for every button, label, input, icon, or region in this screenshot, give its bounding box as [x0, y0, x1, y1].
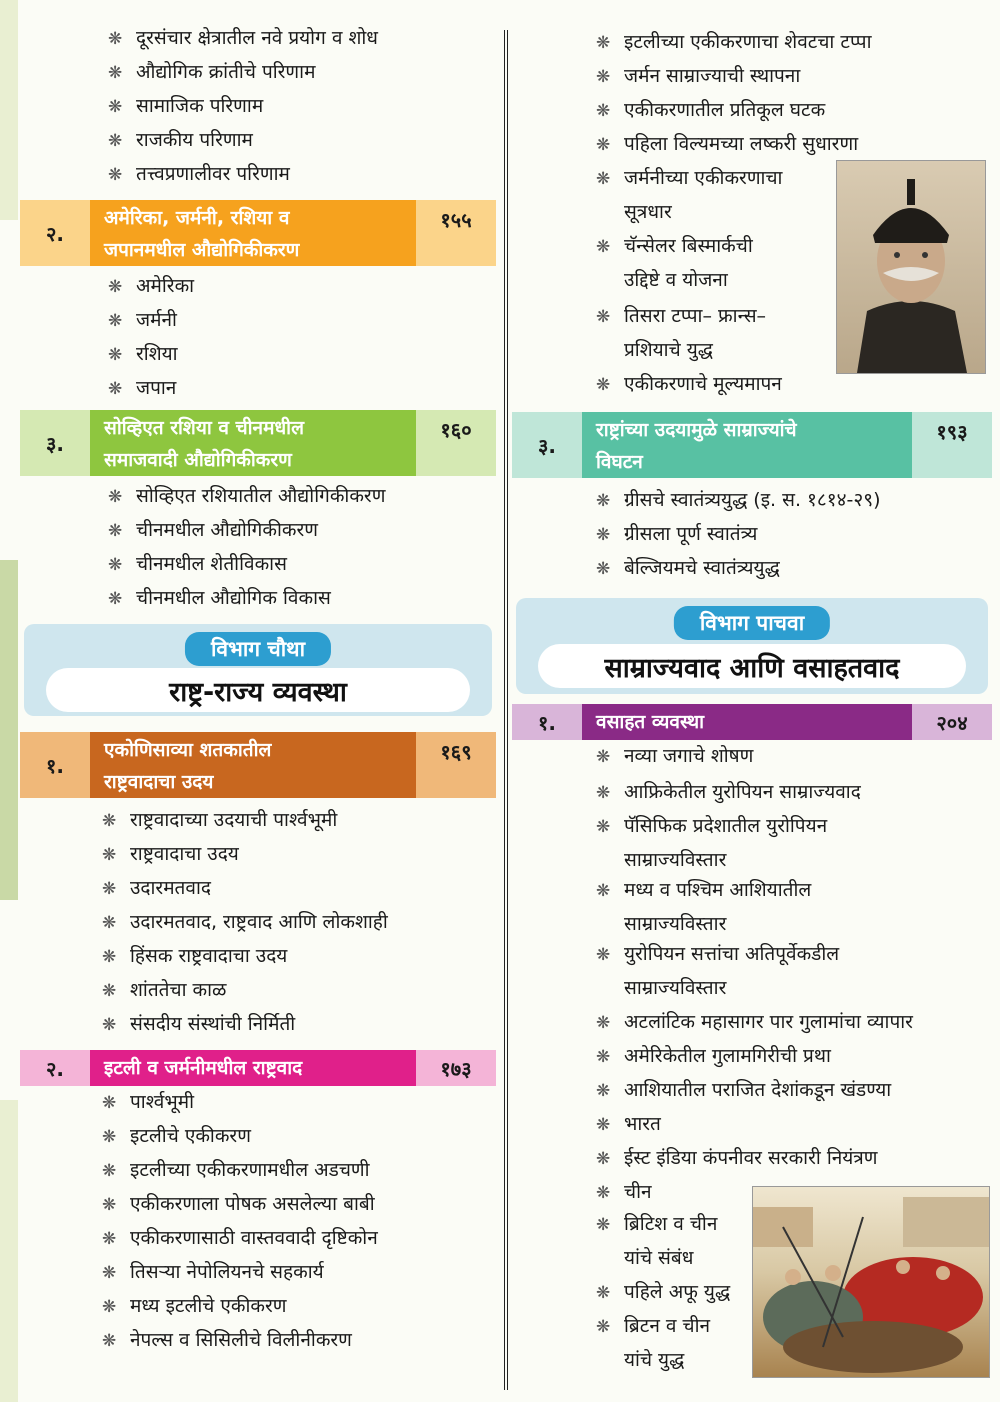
list-item: ❋ उदारमतवाद, राष्ट्रवाद आणि लोकशाही [102, 906, 388, 940]
list-item: ❋ चीनमधील औद्योगिकीकरण [108, 514, 318, 548]
bullet-icon: ❋ [108, 97, 123, 117]
bullet-icon: ❋ [102, 879, 117, 899]
list-item: ❋ सामाजिक परिणाम [108, 90, 263, 124]
bullet-icon: ❋ [102, 811, 117, 831]
bullet-icon: ❋ [596, 1183, 611, 1203]
bullet-icon: ❋ [596, 67, 611, 87]
list-item: ❋ जपान [108, 372, 176, 406]
list-item: ❋ राष्ट्रवादाचा उदय [102, 838, 239, 872]
bullet-icon: ❋ [108, 589, 123, 609]
list-item: ❋ हिंसक राष्ट्रवादाचा उदय [102, 940, 287, 974]
list-item: ❋ जर्मनीच्या एकीकरणाचा सूत्रधार [596, 162, 782, 229]
bullet-icon: ❋ [102, 1015, 117, 1035]
bullet-icon: ❋ [596, 491, 611, 511]
bullet-icon: ❋ [596, 1081, 611, 1101]
list-item: ❋ राजकीय परिणाम [108, 124, 253, 158]
bullet-icon: ❋ [596, 525, 611, 545]
bullet-icon: ❋ [596, 747, 611, 767]
list-item: ❋ मध्य इटलीचे एकीकरण [102, 1290, 287, 1324]
chapter-title: एकोणिसाव्या शतकातील राष्ट्रवादाचा उदय [90, 732, 416, 798]
bullet-icon: ❋ [596, 1215, 611, 1235]
bullet-icon: ❋ [108, 345, 123, 365]
list-item: ❋ एकीकरणाला पोषक असलेल्या बाबी [102, 1188, 375, 1222]
list-item: ❋ युरोपियन सत्तांचा अतिपूर्वेकडील साम्राज्यविस्तार [596, 938, 839, 1005]
bullet-icon: ❋ [596, 817, 611, 837]
list-item: ❋ तिसरा टप्पा– फ्रान्स– प्रशियाचे युद्ध [596, 300, 766, 367]
list-item: ❋ एकीकरणाचे मूल्यमापन [596, 368, 782, 402]
section-title: साम्राज्यवाद आणि वसाहतवाद [538, 644, 966, 688]
bullet-icon: ❋ [102, 1263, 117, 1283]
list-item: ❋ मध्य व पश्चिम आशियातील साम्राज्यविस्तार [596, 874, 811, 941]
chapter-number: ३. [512, 412, 582, 478]
bullet-icon: ❋ [596, 135, 611, 155]
background-strip-mid [0, 560, 18, 900]
chapter-band-r3[interactable] [512, 412, 992, 478]
chapter-number: २. [20, 200, 90, 266]
bullet-icon: ❋ [102, 947, 117, 967]
bullet-icon: ❋ [596, 307, 611, 327]
list-item: ❋ चीनमधील औद्योगिक विकास [108, 582, 331, 616]
list-item: ❋ इटलीच्या एकीकरणाचा शेवटचा टप्पा [596, 26, 872, 60]
bullet-icon: ❋ [102, 981, 117, 1001]
bullet-icon: ❋ [596, 237, 611, 257]
list-item: ❋ चीन [596, 1176, 652, 1210]
chapter-number: १. [512, 704, 582, 740]
chapter-band-3[interactable] [20, 410, 496, 476]
bullet-icon: ❋ [108, 29, 123, 49]
bullet-icon: ❋ [102, 1297, 117, 1317]
bullet-icon: ❋ [596, 1149, 611, 1169]
section-header-4[interactable] [24, 624, 492, 716]
list-item: ❋ भारत [596, 1108, 661, 1142]
chapter-title: सोव्हिएत रशिया व चीनमधील समाजवादी औद्योगिकीकरण [90, 410, 416, 476]
chapter-number: १. [20, 732, 90, 798]
list-item: ❋ आफ्रिकेतील युरोपियन साम्राज्यवाद [596, 776, 861, 810]
bullet-icon: ❋ [596, 783, 611, 803]
list-item: ❋ पार्श्वभूमी [102, 1086, 194, 1120]
bullet-icon: ❋ [596, 169, 611, 189]
list-item: ❋ तत्त्वप्रणालीवर परिणाम [108, 158, 290, 192]
list-item: ❋ चीनमधील शेतीविकास [108, 548, 287, 582]
list-item: ❋ बेल्जियमचे स्वातंत्र्ययुद्ध [596, 552, 780, 586]
bullet-icon: ❋ [102, 845, 117, 865]
list-item: ❋ संसदीय संस्थांची निर्मिती [102, 1008, 295, 1042]
chapter-page: १६९ [416, 732, 496, 798]
list-item: ❋ जर्मनी [108, 304, 177, 338]
list-item: ❋ अटलांटिक महासागर पार गुलामांचा व्यापार [596, 1006, 913, 1040]
bullet-icon: ❋ [102, 1229, 117, 1249]
list-item: ❋ इटलीचे एकीकरण [102, 1120, 251, 1154]
bullet-icon: ❋ [108, 555, 123, 575]
list-item: ❋ सोव्हिएत रशियातील औद्योगिकीकरण [108, 480, 385, 514]
bullet-icon: ❋ [108, 487, 123, 507]
bullet-icon: ❋ [108, 277, 123, 297]
list-item: ❋ दूरसंचार क्षेत्रातील नवे प्रयोग व शोध [108, 22, 378, 56]
bullet-icon: ❋ [108, 379, 123, 399]
list-item: ❋ ग्रीसला पूर्ण स्वातंत्र्य [596, 518, 757, 552]
list-item: ❋ एकीकरणासाठी वास्तववादी दृष्टिकोन [102, 1222, 378, 1256]
chapter-page: २०४ [912, 704, 992, 740]
list-item: ❋ नव्या जगाचे शोषण [596, 740, 753, 774]
bullet-icon: ❋ [596, 1317, 611, 1337]
bismarck-portrait [836, 160, 986, 374]
bullet-icon: ❋ [596, 1283, 611, 1303]
list-item: ❋ औद्योगिक क्रांतीचे परिणाम [108, 56, 315, 90]
list-item: ❋ एकीकरणातील प्रतिकूल घटक [596, 94, 825, 128]
chapter-band-2[interactable] [20, 200, 496, 266]
battle-scene-icon [753, 1187, 989, 1377]
portrait-icon [837, 161, 985, 373]
list-item: ❋ राष्ट्रवादाच्या उदयाची पार्श्वभूमी [102, 804, 337, 838]
bullet-icon: ❋ [596, 33, 611, 53]
list-item: ❋ आशियातील पराजित देशांकडून खंडण्या [596, 1074, 891, 1108]
list-item: ❋ पहिले अफू युद्ध [596, 1276, 730, 1310]
chapter-band-s5-1[interactable] [512, 704, 992, 740]
chapter-number: २. [20, 1050, 90, 1086]
chapter-title: इटली व जर्मनीमधील राष्ट्रवाद [90, 1050, 416, 1086]
bullet-icon: ❋ [596, 101, 611, 121]
chapter-page: १६० [416, 410, 496, 476]
bullet-icon: ❋ [102, 1195, 117, 1215]
chapter-page: १९३ [912, 412, 992, 478]
bullet-icon: ❋ [596, 881, 611, 901]
list-item: ❋ उदारमतवाद [102, 872, 211, 906]
section-tab: विभाग पाचवा [674, 606, 830, 640]
bullet-icon: ❋ [596, 1115, 611, 1135]
list-item: ❋ शांततेचा काळ [102, 974, 226, 1008]
list-item: ❋ इटलीच्या एकीकरणामधील अडचणी [102, 1154, 370, 1188]
chapter-band-s4-1[interactable] [20, 732, 496, 798]
list-item: ❋ ग्रीसचे स्वातंत्र्ययुद्ध (इ. स. १८१४-२९) [596, 484, 881, 518]
bullet-icon: ❋ [102, 1093, 117, 1113]
list-item: ❋ चॅन्सेलर बिस्मार्कची उद्दिष्टे व योजना [596, 230, 753, 297]
bullet-icon: ❋ [108, 63, 123, 83]
bullet-icon: ❋ [596, 1013, 611, 1033]
chapter-title: राष्ट्रांच्या उदयामुळे साम्राज्यांचे विघटन [582, 412, 912, 478]
bullet-icon: ❋ [102, 1127, 117, 1147]
list-item: ❋ नेपल्स व सिसिलीचे विलीनीकरण [102, 1324, 352, 1358]
list-item: ❋ जर्मन साम्राज्याची स्थापना [596, 60, 800, 94]
chapter-title: अमेरिका, जर्मनी, रशिया व जपानमधील औद्योगिकीकरण [90, 200, 416, 266]
list-item: ❋ तिसऱ्या नेपोलियनचे सहकार्य [102, 1256, 324, 1290]
list-item: ❋ अमेरिकेतील गुलामगिरीची प्रथा [596, 1040, 831, 1074]
bullet-icon: ❋ [108, 521, 123, 541]
section-tab: विभाग चौथा [185, 632, 331, 666]
list-item: ❋ अमेरिका [108, 270, 194, 304]
section-header-5[interactable] [516, 598, 988, 694]
list-item: ❋ पहिला विल्यमच्या लष्करी सुधारणा [596, 128, 858, 162]
list-item: ❋ ईस्ट इंडिया कंपनीवर सरकारी नियंत्रण [596, 1142, 878, 1176]
chapter-title: वसाहत व्यवस्था [582, 704, 912, 740]
list-item: ❋ रशिया [108, 338, 178, 372]
bullet-icon: ❋ [102, 1331, 117, 1351]
battle-illustration [752, 1186, 990, 1378]
chapter-page: १५५ [416, 200, 496, 266]
bullet-icon: ❋ [108, 165, 123, 185]
chapter-band-s4-2[interactable] [20, 1050, 496, 1086]
bullet-icon: ❋ [108, 311, 123, 331]
background-strip-bottom [0, 1100, 18, 1402]
bullet-icon: ❋ [596, 559, 611, 579]
bullet-icon: ❋ [596, 945, 611, 965]
bullet-icon: ❋ [596, 375, 611, 395]
column-divider [504, 30, 508, 1390]
bullet-icon: ❋ [102, 1161, 117, 1181]
background-strip-top [0, 0, 18, 220]
bullet-icon: ❋ [102, 913, 117, 933]
section-title: राष्ट्र-राज्य व्यवस्था [46, 668, 470, 712]
chapter-number: ३. [20, 410, 90, 476]
bullet-icon: ❋ [596, 1047, 611, 1067]
list-item: ❋ ब्रिटिश व चीन यांचे संबंध [596, 1208, 717, 1275]
bullet-icon: ❋ [108, 131, 123, 151]
list-item: ❋ ब्रिटन व चीन यांचे युद्ध [596, 1310, 710, 1377]
chapter-page: १७३ [416, 1050, 496, 1086]
list-item: ❋ पॅसिफिक प्रदेशातील युरोपियन साम्राज्यविस्तार [596, 810, 827, 877]
